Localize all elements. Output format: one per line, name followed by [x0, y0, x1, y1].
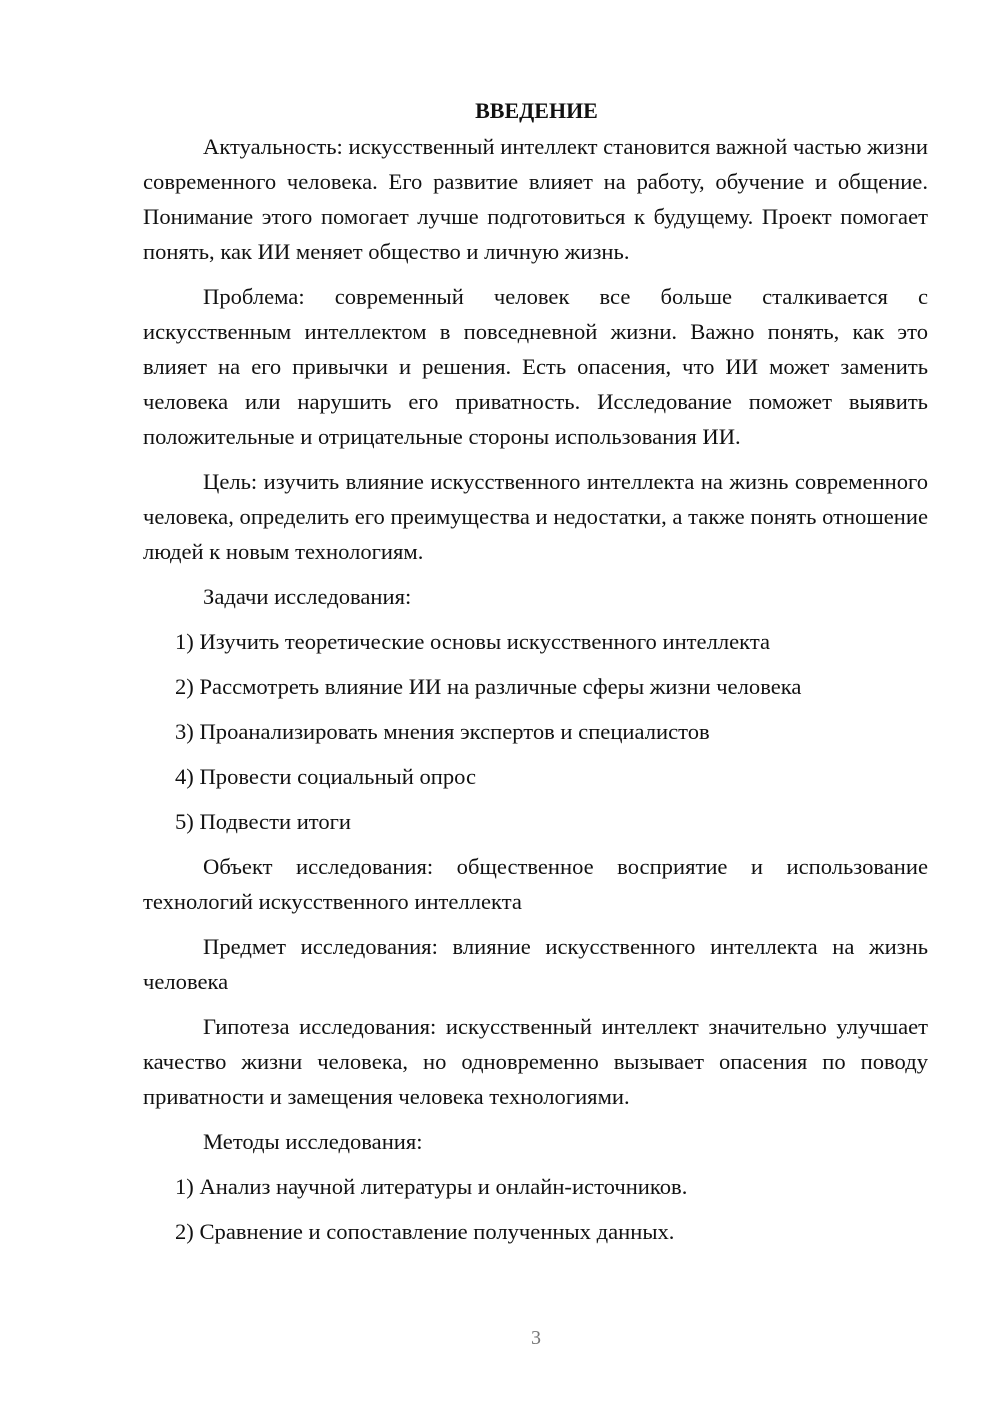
subject-paragraph: Предмет исследования: влияние искусственного интеллекта на жизнь человека	[143, 934, 928, 994]
goal-paragraph: Цель: изучить влияние искусственного интеллекта на жизнь современного человека, определить его преимущества и недостатки, а также понять отношение людей к новым технологиям.	[143, 469, 928, 564]
hypothesis-paragraph: Гипотеза исследования: искусственный интеллект значительно улучшает качество жизни человека, но одновременно вызывает опасения по поводу приватности и замещения человека технологиями.	[143, 1014, 928, 1109]
list-item: 3) Проанализировать мнения экспертов и специалистов	[175, 719, 710, 744]
tasks-list	[143, 624, 928, 839]
methods-label: Методы исследования:	[203, 1129, 423, 1154]
methods-list	[143, 1169, 928, 1249]
list-item: 1) Анализ научной литературы и онлайн-источников.	[175, 1174, 688, 1199]
page-title: ВВЕДЕНИЕ	[475, 98, 598, 123]
page-number: 3	[531, 1327, 541, 1349]
list-item: 1) Изучить теоретические основы искусственного интеллекта	[175, 629, 771, 654]
list-item: 5) Подвести итоги	[175, 809, 352, 834]
page-content	[143, 93, 928, 1259]
relevance-paragraph: Актуальность: искусственный интеллект становится важной частью жизни современного человека. Его развитие влияет на работу, обучение и общение. Понимание этого помогает лучше подготовиться к будущему. Проект помогает понять, как ИИ меняет общество и личную жизнь.	[143, 134, 928, 264]
list-item: 4) Провести социальный опрос	[175, 764, 477, 789]
list-item: 2) Рассмотреть влияние ИИ на различные сферы жизни человека	[175, 674, 802, 699]
list-item: 2) Сравнение и сопоставление полученных данных.	[175, 1219, 675, 1244]
tasks-label: Задачи исследования:	[203, 584, 412, 609]
object-paragraph: Объект исследования: общественное восприятие и использование технологий искусственного интеллекта	[143, 854, 928, 914]
problem-paragraph: Проблема: современный человек все больше сталкивается с искусственным интеллектом в повседневной жизни. Важно понять, как это влияет на его привычки и решения. Есть опасения, что ИИ может заменить человека или нарушить его приватность. Исследование поможет выявить положительные и отрицательные стороны использования ИИ.	[143, 284, 928, 449]
